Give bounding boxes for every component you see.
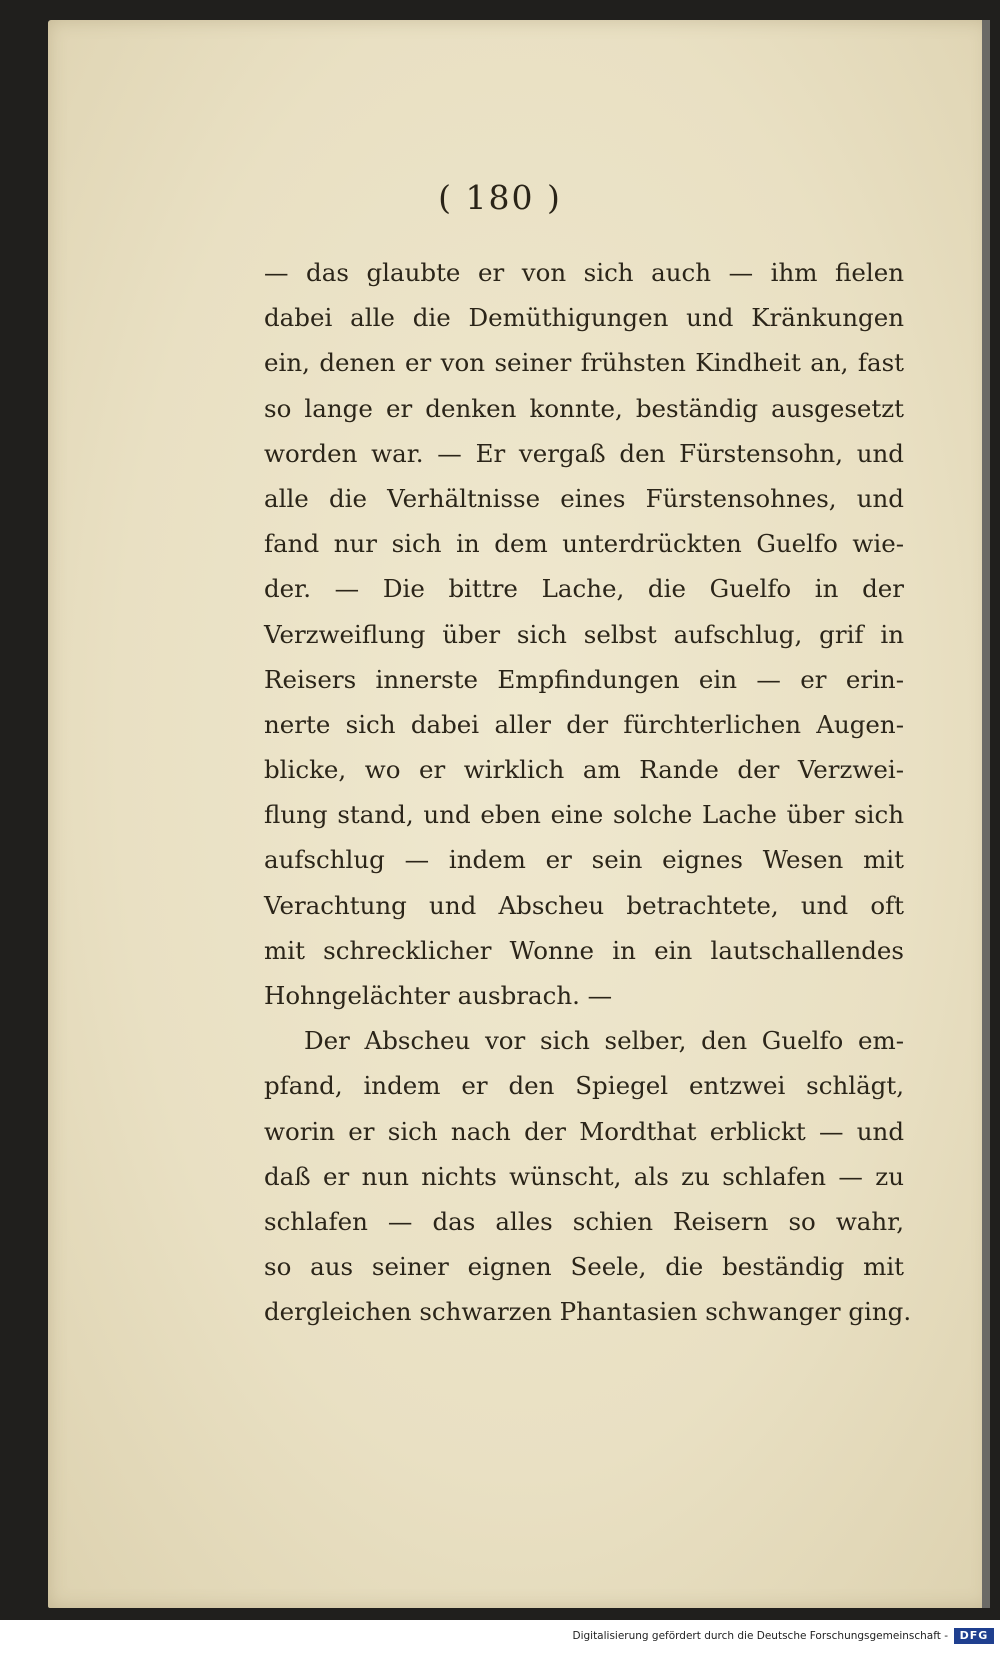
text-line: fand nur sich in dem unterdrückten Guelfo wie- (264, 529, 904, 559)
text-line: daß er nun nichts wünscht, als zu schlafen — zu (264, 1161, 904, 1191)
dfg-logo: DFG (954, 1628, 994, 1644)
page-number: ( 180 ) (438, 178, 562, 217)
text-line: der. — Die bittre Lache, die Guelfo in der (264, 574, 904, 604)
text-line: schlafen — das alles schien Reisern so wahr, (264, 1206, 904, 1236)
funding-credit: Digitalisierung gefördert durch die Deutsche Forschungsgemeinschaft - (572, 1630, 948, 1642)
text-line: ein, denen er von seiner frühsten Kindheit an, fast (264, 348, 904, 378)
text-line: dergleichen schwarzen Phantasien schwanger ging. (264, 1297, 912, 1327)
page-edge (982, 20, 990, 1608)
text-line: nerte sich dabei aller der fürchterlichen Augen- (264, 709, 904, 739)
text-line: so aus seiner eignen Seele, die beständig mit (264, 1252, 904, 1282)
text-line: Der Abscheu vor sich selber, den Guelfo em- (304, 1026, 904, 1056)
text-line: worden war. — Er vergaß den Fürstensohn, und (264, 438, 904, 468)
text-line: Verzweiflung über sich selbst aufschlug, grif in (264, 619, 904, 649)
text-line: worin er sich nach der Mordthat erblickt — und (264, 1116, 904, 1146)
text-line: alle die Verhältnisse eines Fürstensohnes, und (264, 483, 904, 513)
text-line: aufschlug — indem er sein eignes Wesen mit (264, 845, 904, 875)
text-line: dabei alle die Demüthigungen und Kränkungen (264, 303, 904, 333)
text-line: so lange er denken konnte, beständig ausgesetzt (264, 393, 904, 423)
body-text (264, 250, 912, 1335)
text-line: blicke, wo er wirklich am Rande der Verzwei- (264, 755, 904, 785)
text-line: pfand, indem er den Spiegel entzwei schlägt, (264, 1071, 904, 1101)
text-line: Reisers innerste Empfindungen ein — er erin- (264, 664, 904, 694)
text-line: flung stand, und eben eine solche Lache über sich (264, 800, 904, 830)
text-line: Verachtung und Abscheu betrachtete, und oft (264, 890, 904, 920)
footer-bar (0, 1620, 1000, 1656)
text-line: mit schrecklicher Wonne in ein lautschallendes (264, 935, 904, 965)
text-line: Hohngelächter ausbrach. — (264, 981, 613, 1010)
text-line: — das glaubte er von sich auch — ihm fielen (264, 258, 904, 287)
